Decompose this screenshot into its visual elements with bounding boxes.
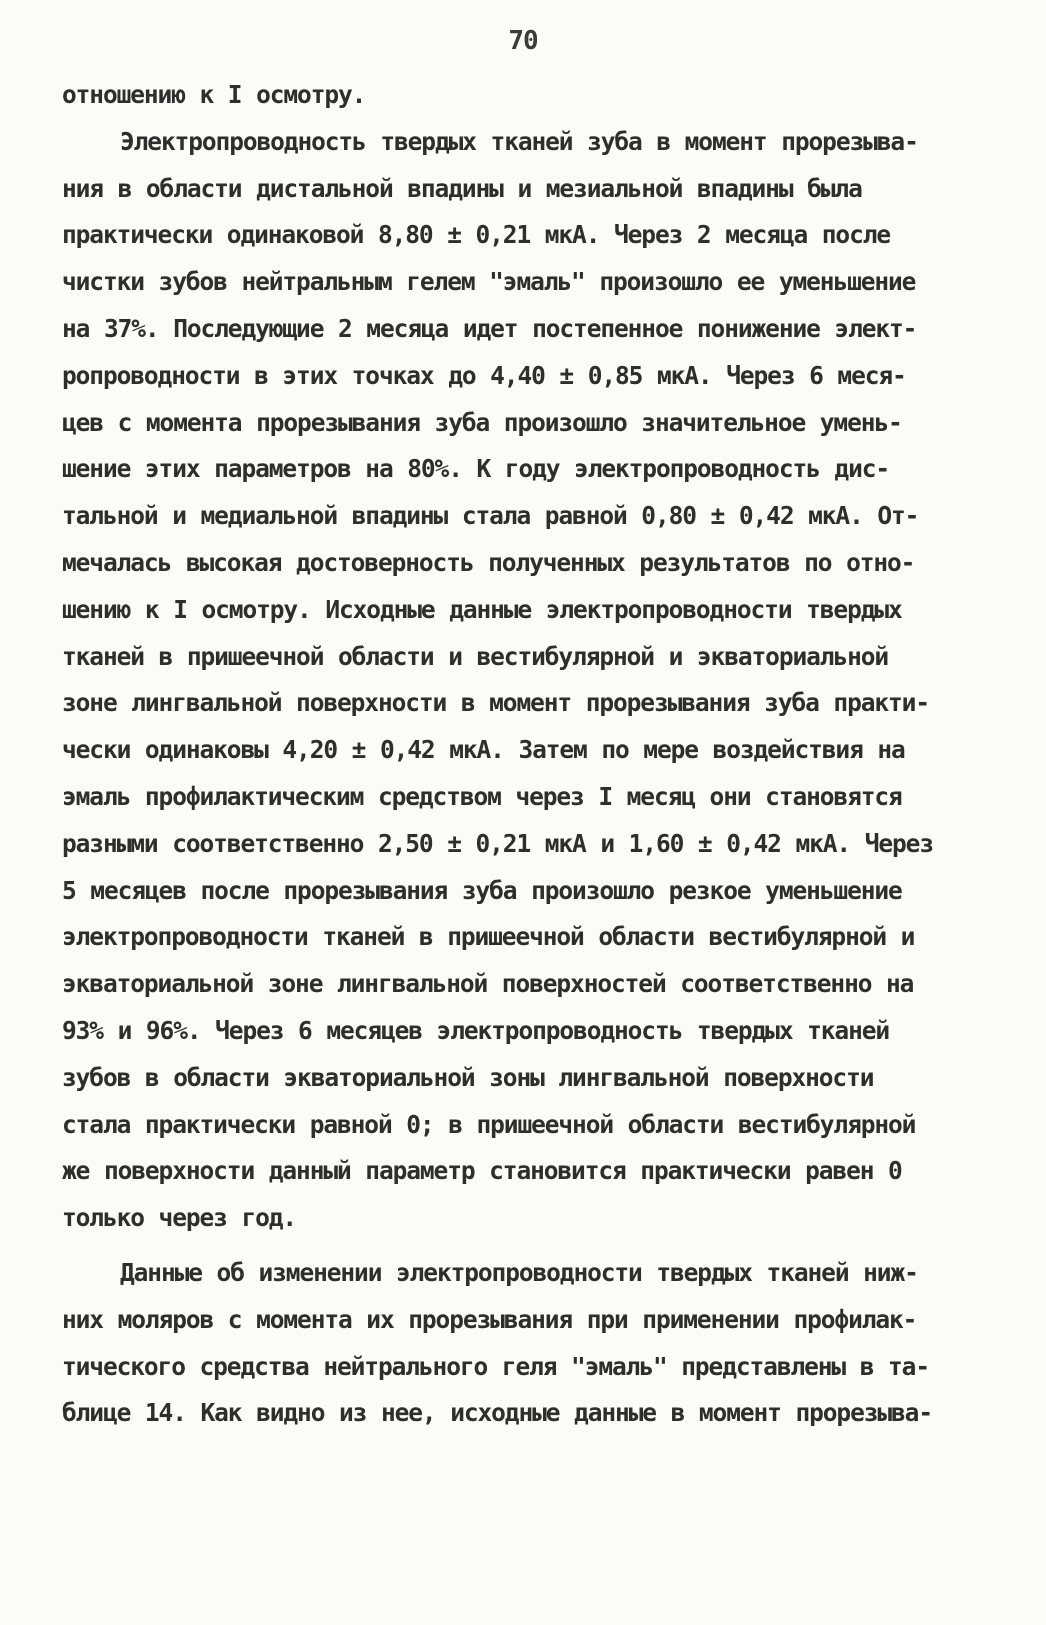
text-line: зоне лингвальной поверхности в момент прорезывания зуба практи- xyxy=(62,688,929,718)
text-line: ропроводности в этих точках до 4,40 ± 0,85 мкА. Через 6 меся- xyxy=(62,360,906,390)
text-line: же поверхности данный параметр становится практически равен 0 xyxy=(62,1156,902,1186)
text-line: разными соответственно 2,50 ± 0,21 мкА и 1,60 ± 0,42 мкА. Через xyxy=(62,828,933,858)
text-line: практически одинаковой 8,80 ± 0,21 мкА. Через 2 месяца после xyxy=(62,220,891,250)
text-line: зубов в области экваториальной зоны лингвальной поверхности xyxy=(62,1062,874,1092)
text-line: тканей в пришеечной области и вестибулярной и экваториальной xyxy=(62,641,889,671)
text-line: шению к I осмотру. Исходные данные электропроводности твердых xyxy=(62,594,902,624)
paragraph-first-line: Данные об изменении электропроводности твердых тканей ниж- xyxy=(120,1257,918,1287)
text-line: 93% и 96%. Через 6 месяцев электропроводность твердых тканей xyxy=(62,1015,890,1045)
text-line: тальной и медиальной впадины стала равной 0,80 ± 0,42 мкА. От- xyxy=(62,501,919,531)
paragraph-gap xyxy=(62,1242,992,1250)
text-line: 5 месяцев после прорезывания зуба произошло резкое уменьшение xyxy=(62,875,902,905)
text-line: чистки зубов нейтральным гелем "эмаль" произошло ее уменьшение xyxy=(62,267,916,297)
document-body xyxy=(62,72,992,1437)
text-line: стала практически равной 0; в пришеечной области вестибулярной xyxy=(62,1109,916,1139)
text-line: ния в области дистальной впадины и мезиальной впадины была xyxy=(62,173,862,203)
text-line: только через год. xyxy=(62,1203,297,1233)
text-line: на 37%. Последующие 2 месяца идет постепенное понижение элект- xyxy=(62,313,917,343)
text-line: экваториальной зоне лингвальной поверхностей соответственно на xyxy=(62,969,914,999)
text-line: электропроводности тканей в пришеечной области вестибулярной и xyxy=(62,922,915,952)
paragraph-first-line: Электропроводность твердых тканей зуба в момент прорезыва- xyxy=(120,126,918,156)
text-line: блице 14. Как видно из нее, исходные данные в момент прорезыва- xyxy=(62,1398,932,1428)
text-line: отношению к I осмотру. xyxy=(62,80,366,109)
text-line: эмаль профилактическим средством через I месяц они становятся xyxy=(62,781,902,811)
text-line: шение этих параметров на 80%. К году электропроводность дис- xyxy=(62,454,890,484)
text-line: цев с момента прорезывания зуба произошло значительное умень- xyxy=(62,407,902,437)
text-line: них моляров с момента их прорезывания при применении профилак- xyxy=(62,1304,917,1334)
text-line: тического средства нейтрального геля "эмаль" представлены в та- xyxy=(62,1351,929,1381)
page-number: 70 xyxy=(508,26,538,56)
text-line: чески одинаковы 4,20 ± 0,42 мкА. Затем по мере воздействия на xyxy=(62,735,905,765)
text-line: мечалась высокая достоверность полученных результатов по отно- xyxy=(62,547,915,577)
